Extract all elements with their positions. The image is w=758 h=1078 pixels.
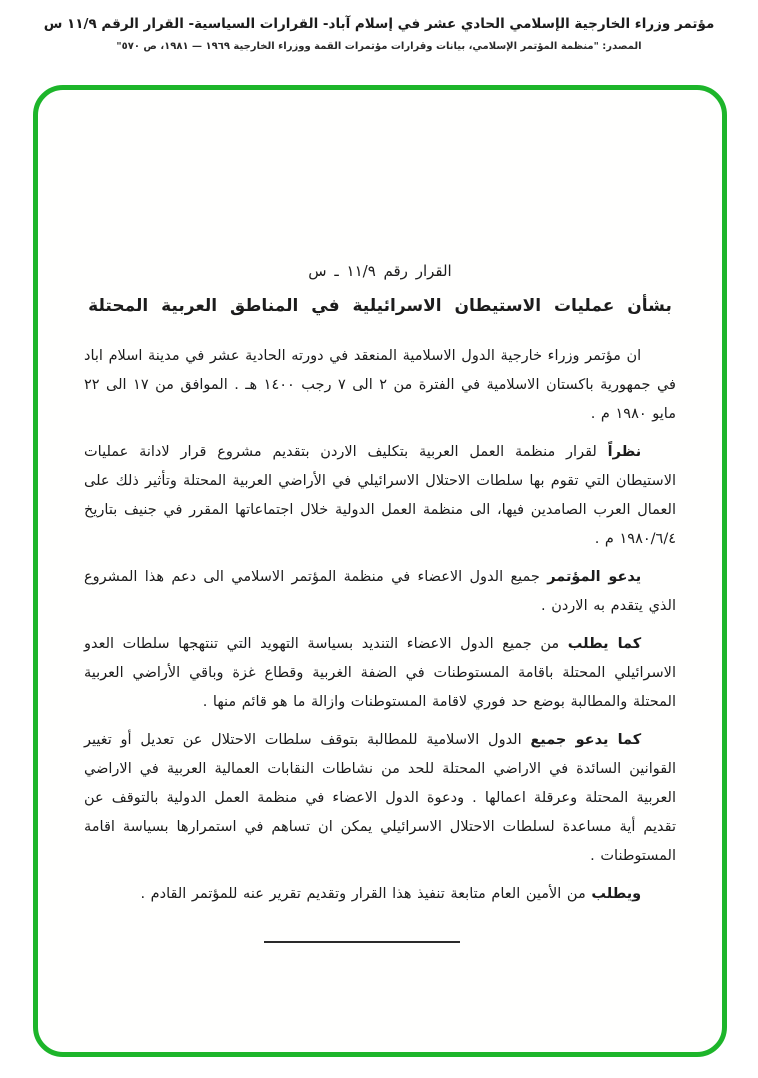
resolution-title: بشأن عمليات الاستيطان الاسرائيلية في المناطق العربية المحتلة <box>88 296 672 316</box>
paragraph-text: من جميع الدول الاعضاء التنديد بسياسة التهويد التي تنتهجها سلطات العدو الاسرائيلي المحتلة باقامة المستوطنات في الضفة الغربية وقطاع غزة وباقي الأراضي العربية المحتلة والمطالبة بوضع حد فوري لاقامة المستوطنات وازالة ما هو قائم منها . <box>84 636 676 710</box>
paragraph-text: مؤتمر وزراء خارجية الدول الاسلامية المنعقد في دورته الحادية عشر في مدينة اسلام اباد في جمهورية باكستان الاسلامية في الفترة من ٢ الى ٧ رجب ١٤٠٠ هـ . الموافق من ١٧ الى ٢٢ مايو ١٩٨٠ م . <box>84 348 676 422</box>
paragraph-text: لقرار منظمة العمل العربية بتكليف الاردن بتقديم مشروع قرار لادانة عمليات الاستيطان التي تقوم بها سلطات الاحتلال الاسرائيلي في الأراضي العربية المحتلة وتأثير ذلك على العمال العرب الصامدين فيها، الى منظمة العمل الدولية خلال اجتماعاتها المقرر في جنيف بتاريخ ١٩٨٠/٦/٤ م . <box>84 444 676 547</box>
paragraph-text: الدول الاسلامية للمطالبة بتوقف سلطات الاحتلال عن تعديل أو تغيير القوانين السائدة في الاراضي المحتلة للحد من نشاطات النقابات العمالية العربية في الاراضي العربية المحتلة وعرقلة اعمالها . ودعوة الدول الاعضاء في منظمة العمل الدولية بالتوقف عن تقديم أية مساعدة لسلطات الاحتلال الاسرائيلي يمكن ان تساهم في استمرارها بسياسة اقامة المستوطنات . <box>84 732 676 864</box>
paragraph-lead: يدعو المؤتمر <box>547 569 642 585</box>
paragraph-lead: كما يطلب <box>567 636 642 652</box>
paragraph-lead: كما يدعو جميع <box>530 732 642 748</box>
page-header <box>0 0 758 52</box>
paragraph-invites <box>84 563 676 621</box>
header-source-line: المصدر: "منظمة المؤتمر الإسلامي، بيانات وقرارات مؤتمرات القمة ووزراء الخارجية ١٩٦٩ — ١٩٨١، ص ٥٧٠" <box>116 41 642 52</box>
paragraph-secretary-general <box>84 880 676 909</box>
paragraph-lead: نظراً <box>607 444 642 460</box>
header-citation-title: مؤتمر وزراء الخارجية الإسلامي الحادي عشر في إسلام آباد- القرارات السياسية- القرار الرقم ١١/٩ س <box>43 16 715 32</box>
paragraph-lead: ان <box>626 348 642 364</box>
paragraph-considering <box>84 438 676 554</box>
paragraph-requests-condemnation <box>84 630 676 717</box>
paragraph-text: من الأمين العام متابعة تنفيذ هذا القرار وتقديم تقرير عنه للمؤتمر القادم . <box>140 886 592 902</box>
paragraph-text: جميع الدول الاعضاء في منظمة المؤتمر الاسلامي الى دعم هذا المشروع الذي يتقدم به الاردن . <box>84 569 676 614</box>
paragraph-preamble <box>84 342 676 429</box>
paragraph-calls-upon-states <box>84 726 676 871</box>
resolution-number: القرار رقم ١١/٩ ـ س <box>308 262 452 280</box>
end-divider-line <box>264 941 460 943</box>
document-green-frame <box>33 85 727 1057</box>
paragraph-lead: ويطلب <box>591 886 642 902</box>
